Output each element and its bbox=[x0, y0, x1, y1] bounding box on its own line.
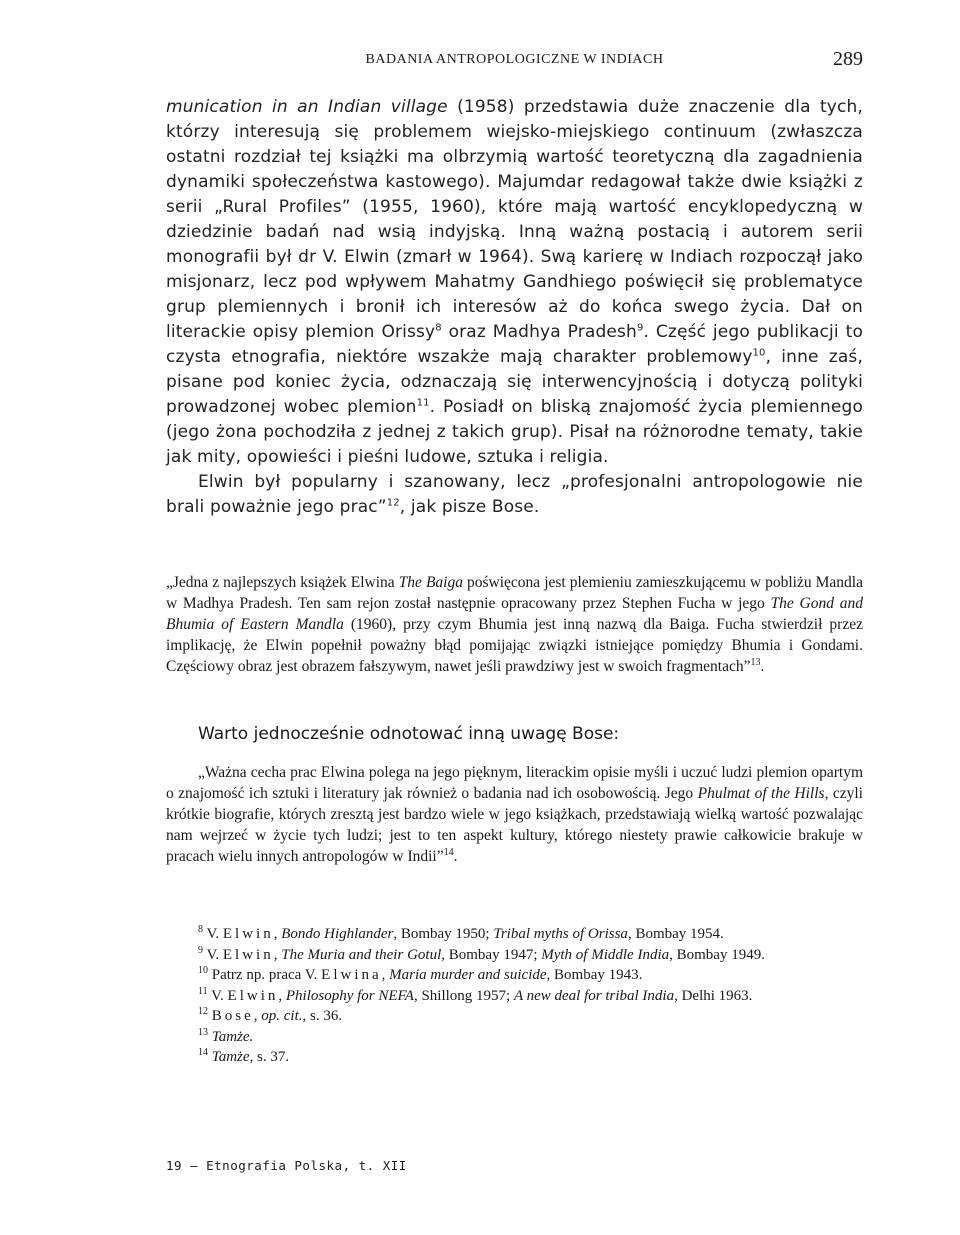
text-run: , bbox=[253, 1008, 262, 1024]
text-run: , Bombay 1954. bbox=[627, 926, 724, 942]
footnote-number: 12 bbox=[198, 1006, 208, 1017]
block-quote-1 bbox=[166, 572, 863, 677]
text-run: V. bbox=[206, 926, 223, 942]
block-quote-2 bbox=[166, 762, 863, 867]
text-run: , Delhi 1963. bbox=[674, 987, 753, 1004]
footnote-author: Elwina bbox=[321, 967, 382, 983]
italic-title: Bondo Highlander bbox=[281, 926, 394, 942]
footnote-author: Elwin bbox=[222, 946, 274, 963]
text-run: „Jedna z najlepszych książek Elwina bbox=[166, 574, 399, 591]
italic-title: The Baiga bbox=[398, 574, 463, 591]
italic-title: Tamże. bbox=[211, 1028, 254, 1045]
footnote-ref-10[interactable]: 10 bbox=[752, 347, 766, 359]
text-run: (1960), przy czym Bhumia jest inną nazwą dla Baiga. Fucha stwierdził przez implikację, że Elwin popełnił poważny błąd pomijając związki istniejące pomiędzy Bhumia i Gondami. Częściowy obraz jest obrazem fałszywym, nawet jeśli prawdziwy jest w swoich fragmentach” bbox=[166, 616, 863, 675]
text-run: poświęcona jest plemieniu zamieszkującemu w pobliżu Mandla w Madhya Pradesh. Ten sam rejon został następnie opracowany przez Stephen Fucha w jego bbox=[166, 574, 863, 612]
text-run: Elwin był popularny i szanowany, lecz „profesjonalni antropologowie nie brali poważnie jego prac” bbox=[166, 472, 863, 517]
footnote-12 bbox=[166, 1006, 863, 1027]
italic-title: The Gond and Bhumia of Eastern Mandla bbox=[166, 595, 863, 633]
running-title: BADANIA ANTROPOLOGICZNE W INDIACH bbox=[365, 52, 664, 67]
text-run: , bbox=[273, 946, 282, 963]
text-run: . Część jego publikacji to czysta etnografia, niektóre wszakże mają charakter problemowy bbox=[166, 322, 864, 367]
italic-title: A new deal for tribal India bbox=[513, 987, 675, 1004]
footnote-number: 14 bbox=[198, 1047, 208, 1058]
footnote-14 bbox=[166, 1047, 863, 1068]
italic-title: The Muria and their Gotul bbox=[281, 946, 442, 963]
text-run: , Bombay 1950; bbox=[393, 926, 494, 942]
footnote-number: 11 bbox=[198, 985, 208, 997]
footnote-author: Elwin bbox=[227, 987, 279, 1004]
printer-signature: 19 — Etnografia Polska, t. XII bbox=[166, 1158, 407, 1173]
footnote-ref-12[interactable]: 12 bbox=[386, 497, 400, 509]
footnote-number: 8 bbox=[198, 924, 203, 935]
text-run: . bbox=[453, 848, 458, 865]
text-run: , s. 37. bbox=[249, 1049, 290, 1065]
footnote-10 bbox=[166, 965, 863, 986]
paragraph-2 bbox=[166, 470, 863, 520]
text-run: (1958) przedstawia duże znaczenie dla tych, którzy interesują się problemem wiejsko-miejskiego continuum (zwłaszcza ostatni rozdział tej książki ma olbrzymią wartość teoretyczną dla zagadnienia dynamiki społeczeństwa kastowego). Majumdar redagował także dwie książki z serii „Rural Profiles” (1955, 1960), które mają wartość encyklopedyczną w dziedzinie badań nad wsią indyjską. Inną ważną postacią i autorem serii monografii był dr V. Elwin (zmarł w 1964). Swą karierę w Indiach rozpoczął jako misjonarz, lecz pod wpływem Mahatmy Gandhiego poświęcił się problematyce grup plemiennych i bronił ich interesów aż do końca swego życia. Dał on literackie opisy plemion Orissy bbox=[166, 97, 863, 342]
italic-title: Tamże bbox=[211, 1049, 250, 1065]
footnote-ref-8[interactable]: 8 bbox=[435, 322, 442, 334]
italic-title: Myth of Middle India bbox=[541, 946, 670, 963]
footnote-number: 13 bbox=[198, 1026, 208, 1038]
footnote-ref-13[interactable]: 13 bbox=[750, 656, 761, 668]
page-number: 289 bbox=[833, 48, 863, 70]
footnote-number: 10 bbox=[198, 965, 208, 976]
text-run: , bbox=[278, 987, 286, 1004]
italic-title: Phulmat of the Hills bbox=[697, 785, 825, 802]
text-run: , Shillong 1957; bbox=[413, 987, 514, 1004]
text-run: , jak pisze Bose. bbox=[399, 497, 540, 517]
main-text bbox=[166, 95, 863, 520]
text-run: , bbox=[381, 967, 390, 983]
footnote-9 bbox=[166, 945, 863, 966]
page-header bbox=[166, 48, 863, 74]
text-run: , inne zaś, pisane pod koniec życia, odznaczają się interwencyjnością i dotyczą polityki prowadzonej wobec plemion bbox=[166, 347, 863, 417]
paragraph-3: Warto jednocześnie odnotować inną uwagę Bose: bbox=[198, 724, 620, 744]
text-run: V. bbox=[211, 987, 228, 1004]
text-run: Patrz np. praca V. bbox=[211, 967, 322, 983]
text-run: , bbox=[273, 926, 282, 942]
text-run: . bbox=[760, 658, 765, 675]
italic-title: munication in an Indian village bbox=[166, 97, 448, 117]
text-run: . Posiadł on bliską znajomość życia plemiennego (jego żona pochodziła z jednej z takich grup). Pisał na różnorodne tematy, takie jak mity, opowieści i pieśni ludowe, sztuka i religia. bbox=[166, 397, 863, 467]
text-run: V. bbox=[206, 946, 223, 963]
italic-title: Maria murder and suicide bbox=[389, 967, 547, 983]
footnote-author: Elwin bbox=[222, 926, 274, 942]
footnote-8 bbox=[166, 924, 863, 945]
footnotes bbox=[166, 924, 863, 1068]
text-run: , s. 36. bbox=[302, 1008, 343, 1024]
footnote-13 bbox=[166, 1027, 863, 1048]
paragraph-1 bbox=[166, 95, 863, 470]
italic-title: op. cit. bbox=[261, 1008, 303, 1024]
footnote-ref-9[interactable]: 9 bbox=[636, 322, 644, 334]
text-run: „Ważna cecha prac Elwina polega na jego pięknym, literackim opisie myśli i uczuć ludzi plemion opartym o znajomość ich sztuki i literatury jak również o badania nad ich osobowością. Jego bbox=[166, 764, 863, 802]
text-run: oraz Madhya Pradesh bbox=[441, 322, 637, 342]
italic-title: Tribal myths of Orissa bbox=[493, 926, 628, 942]
text-run: , Bombay 1947; bbox=[441, 946, 542, 963]
text-run: , czyli krótkie biografie, których zresztą jest bardzo wiele w jego książkach, przedstawiają wielką wartość pozwalając nam wejrzeć w życie tych ludzi; jest to ten aspekt kultury, którego niestety prawie całkowicie brakuje w pracach wielu innych antropologów w Indii” bbox=[166, 785, 863, 865]
footnote-author: Bose bbox=[211, 1008, 254, 1024]
italic-title: Philosophy for NEFA bbox=[285, 987, 414, 1004]
footnote-number: 9 bbox=[198, 944, 203, 956]
footnote-11 bbox=[166, 986, 863, 1007]
footnote-ref-11[interactable]: 11 bbox=[416, 397, 430, 409]
text-run: , Bombay 1943. bbox=[546, 967, 643, 983]
footnote-ref-14[interactable]: 14 bbox=[443, 846, 454, 858]
text-run: , Bombay 1949. bbox=[669, 946, 765, 963]
